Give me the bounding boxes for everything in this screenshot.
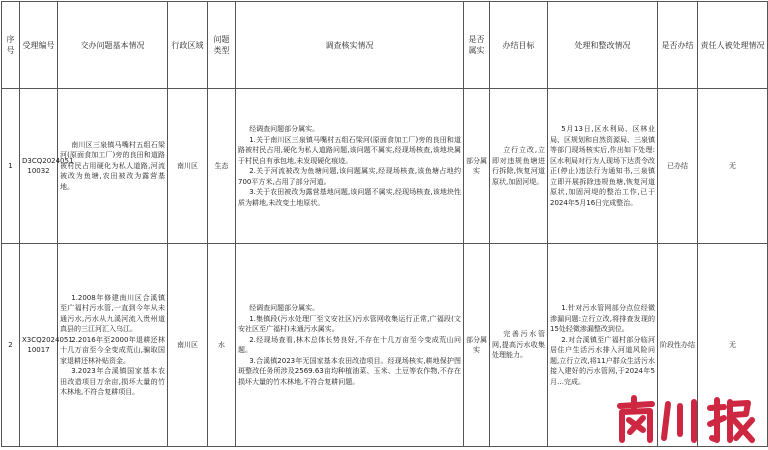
handling-paragraph: 1.针对污水管网部分点位经微渗漏问题:立行立改,将排查发现的15处轻微渗漏整改到位。 — [550, 304, 655, 333]
investigation-paragraph: 2.经现场查看,林木总体长势良好,不存在十几万亩至今变成荒山问题。 — [238, 335, 461, 354]
cell-verified: 部分属实 — [464, 89, 490, 244]
cell-closed: 已办结 — [658, 89, 698, 244]
goal-paragraph: 完善污水管网,提高污水收集处理能力。 — [492, 330, 545, 360]
complaint-table — [1, 1, 768, 447]
cell-problem — [58, 244, 168, 447]
header-seq: 序号 — [2, 2, 20, 89]
handling-paragraph: 2.对合溪镇至广福村部分临河居住户生活污水排入河道风险问题,立行立改,将11户群众生活污水接入建好的污水管网,于2024年5月…完成。 — [550, 335, 655, 386]
header-case-no: 受理编号 — [20, 2, 58, 89]
investigation-paragraph: 1.集镇段(污水处理厂至文安社区)污水管网收集运行正常,广福段(文安社区至广福村)未通污水属实。 — [238, 314, 461, 333]
cell-goal — [490, 244, 548, 447]
goal-paragraph: 立行立改,立即对违规鱼塘进行拆除,恢复河道原状,加固河堤。 — [492, 146, 545, 186]
cell-case-no: D3CQ2024051 10032 — [20, 89, 58, 244]
cell-handling — [548, 244, 658, 447]
header-handling: 处理和整改情况 — [548, 2, 658, 89]
cell-investigation — [236, 89, 464, 244]
cell-type: 水 — [208, 244, 236, 447]
header-type: 问题类型 — [208, 2, 236, 89]
cell-verified: 部分属实 — [464, 244, 490, 447]
investigation-paragraph: 经调查问题部分属实。 — [249, 304, 320, 312]
investigation-paragraph: 经调查问题部分属实。 — [249, 125, 320, 133]
cell-district: 南川区 — [168, 89, 208, 244]
cell-district: 南川区 — [168, 244, 208, 447]
header-goal: 办结目标 — [490, 2, 548, 89]
problem-paragraph: 南川区三泉镇马嘴村五组石梁河(原面食加工厂)旁的良田和道路被村民占用硬化为私人道路,河流被改为鱼塘,农田被改为露营基地。 — [60, 140, 165, 191]
investigation-paragraph: 3.合溪镇2023年无国家基本农田改造项目。经现场核实,耕地保护图斑整改任务所涉及2569.63亩均种植油菜、玉米、土豆等农作物,不存在损坏大量的竹木林地,不符合复耕问题。 — [238, 356, 461, 386]
investigation-paragraph: 1.关于南川区三泉镇马嘴村五组石梁河(原面食加工厂)旁的良田和道路被村民占用,硬化为私人道路问题,该问题不属实,经现场核查,该地块属于村民自有承包地,未发现硬化痕迹。 — [238, 135, 461, 165]
investigation-paragraph: 2.关于河流被改为鱼塘问题,该问题属实,经现场核查,该鱼塘占地约700平方米,占用了部分河道。 — [238, 167, 461, 186]
problem-paragraph: 2.2016年至2000年退耕还林十几万亩至今全变成荒山,骗取国家退耕还林补贴资金。 — [60, 335, 165, 365]
investigation-paragraph: 3.关于农田被改为露营基地问题,该问题不属实,经现场核查,该地块性质为耕地,未改变土地原状。 — [238, 188, 461, 207]
cell-closed: 阶段性办结 — [658, 244, 698, 447]
cell-case-no: X3CQ2024051 10017 — [20, 244, 58, 447]
table-row — [2, 89, 768, 244]
cell-accountability: 无 — [698, 244, 768, 447]
cell-seq: 2 — [2, 244, 20, 447]
header-problem: 交办问题基本情况 — [58, 2, 168, 89]
cell-seq: 1 — [2, 89, 20, 244]
handling-paragraph: 5月13日,区水利局、区林业局、区规划和自然资源局、三泉镇等部门现场核实后,作出如下处理:区水利局对行为人现场下达责令改正(停止)违法行为通知书,三泉镇立即开展拆除违规鱼塘,恢复河道原状,加固河堤的整治工作,已于2024年5月16日完成整治。 — [550, 125, 655, 207]
header-investigation: 调查核实情况 — [236, 2, 464, 89]
header-accountability: 责任人被处理情况 — [698, 2, 768, 89]
cell-problem — [58, 89, 168, 244]
header-district: 行政区域 — [168, 2, 208, 89]
cell-goal — [490, 89, 548, 244]
problem-paragraph: 3.2023年合溪镇国家基本农田改造项目万余亩,损坏大量的竹木林地,不符合复耕项目。 — [60, 367, 165, 396]
cell-type: 生态 — [208, 89, 236, 244]
header-row — [2, 2, 768, 89]
header-closed: 是否办结 — [658, 2, 698, 89]
cell-handling — [548, 89, 658, 244]
table-row — [2, 244, 768, 447]
header-verified: 是否属实 — [464, 2, 490, 89]
cell-accountability: 无 — [698, 89, 768, 244]
problem-paragraph: 1.2008年修建南川区合溪镇至广福村污水管,一直到今年从未通污水,污水从九溪河流入贵州道真县的三江河汇入乌江。 — [60, 293, 165, 333]
cell-investigation — [236, 244, 464, 447]
